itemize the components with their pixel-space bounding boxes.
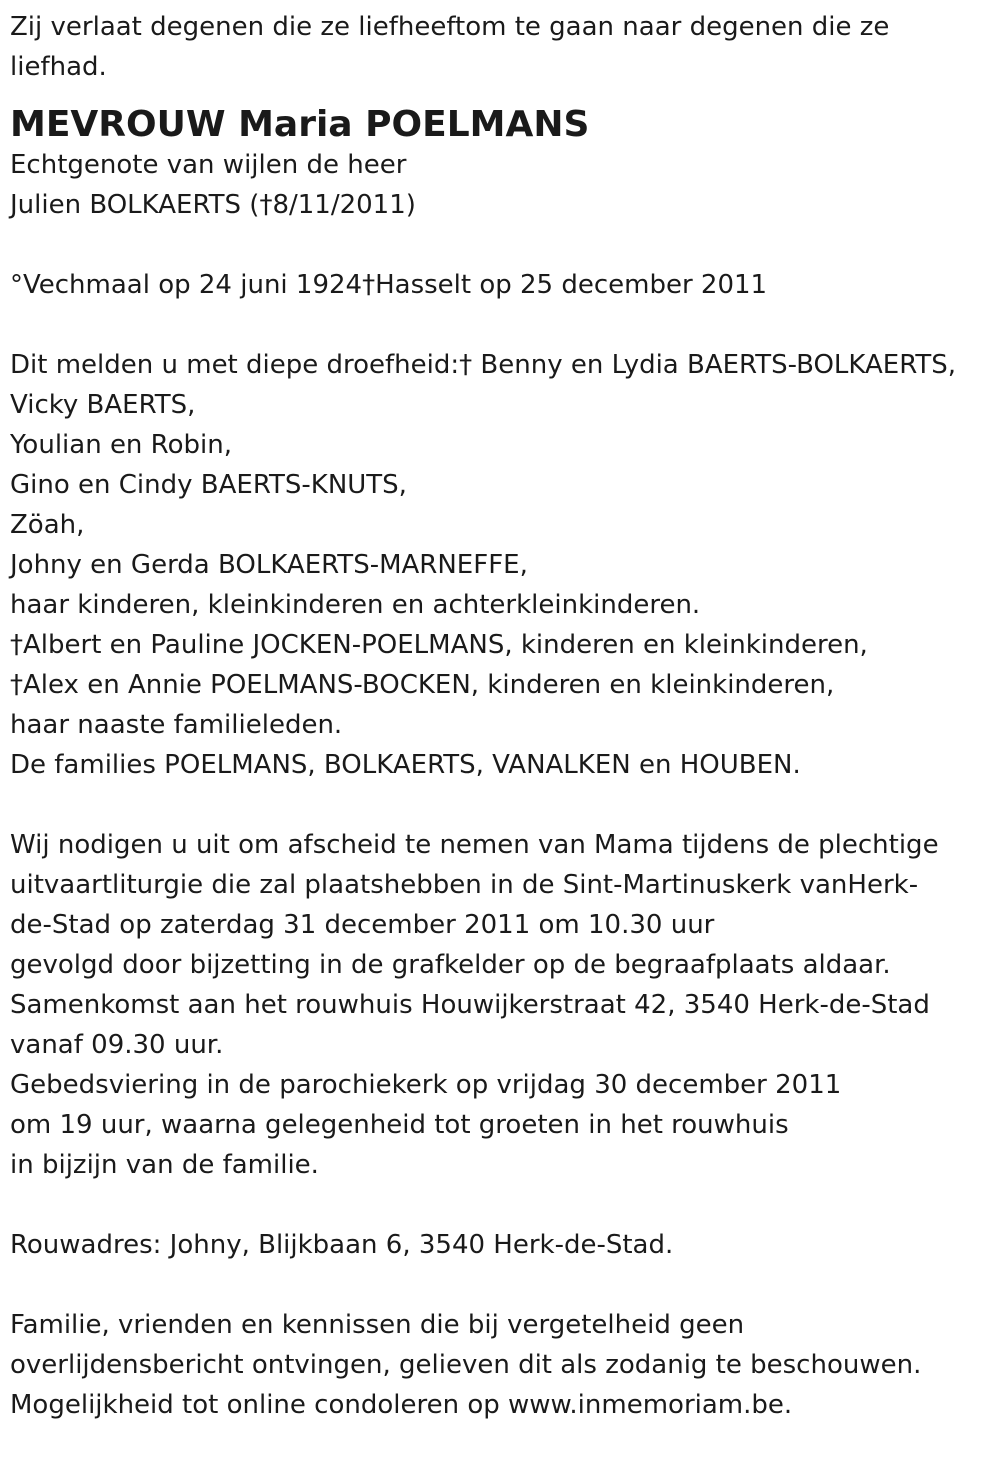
service-line: Wij nodigen u uit om afscheid te nemen van Mama tijdens de plechtige: [10, 830, 939, 860]
family-line: Johny en Gerda BOLKAERTS-MARNEFFE,: [10, 550, 528, 580]
spacer: [10, 225, 990, 265]
closing-line: Mogelijkheid tot online condoleren op www.inmemoriam.be.: [10, 1390, 793, 1420]
family-line: haar naaste familieleden.: [10, 710, 343, 740]
family-line: †Alex en Annie POELMANS-BOCKEN, kinderen en kleinkinderen,: [10, 670, 835, 700]
service-line: om 19 uur, waarna gelegenheid tot groeten in het rouwhuis: [10, 1110, 789, 1140]
family-line: Youlian en Robin,: [10, 430, 232, 460]
family-line: Dit melden u met diepe droefheid:† Benny en Lydia BAERTS-BOLKAERTS,: [10, 350, 957, 380]
deceased-name: MEVROUW Maria POELMANS: [10, 104, 590, 145]
birth-death-dates: °Vechmaal op 24 juni 1924†Hasselt op 25 december 2011: [10, 270, 768, 300]
service-line: Samenkomst aan het rouwhuis Houwijkerstraat 42, 3540 Herk-de-Stad: [10, 990, 930, 1020]
spacer: [10, 785, 990, 825]
quote-line-1: Zij verlaat degenen die ze liefheeftom te gaan naar degenen die ze: [10, 12, 890, 42]
obituary-notice: [10, 7, 990, 1425]
family-line: haar kinderen, kleinkinderen en achterkleinkinderen.: [10, 590, 701, 620]
service-line: gevolgd door bijzetting in de grafkelder op de begraafplaats aldaar.: [10, 950, 891, 980]
service-line: uitvaartliturgie die zal plaatshebben in de Sint-Martinuskerk vanHerk-: [10, 870, 919, 900]
spacer: [10, 1185, 990, 1225]
service-line: Gebedsviering in de parochiekerk op vrijdag 30 december 2011: [10, 1070, 842, 1100]
closing-line: Familie, vrienden en kennissen die bij vergetelheid geen: [10, 1310, 745, 1340]
mourning-address: Rouwadres: Johny, Blijkbaan 6, 3540 Herk-de-Stad.: [10, 1230, 674, 1260]
closing-line: overlijdensbericht ontvingen, gelieven dit als zodanig te beschouwen.: [10, 1350, 922, 1380]
service-line: de-Stad op zaterdag 31 december 2011 om 10.30 uur: [10, 910, 715, 940]
service-line: vanaf 09.30 uur.: [10, 1030, 224, 1060]
spacer: [10, 305, 990, 345]
family-line: De families POELMANS, BOLKAERTS, VANALKEN en HOUBEN.: [10, 750, 801, 780]
spouse-line-2: Julien BOLKAERTS (†8/11/2011): [10, 190, 416, 220]
spouse-line-1: Echtgenote van wijlen de heer: [10, 150, 407, 180]
family-line: Zöah,: [10, 510, 85, 540]
spacer: [10, 1265, 990, 1305]
family-line: †Albert en Pauline JOCKEN-POELMANS, kinderen en kleinkinderen,: [10, 630, 868, 660]
family-line: Gino en Cindy BAERTS-KNUTS,: [10, 470, 407, 500]
family-line: Vicky BAERTS,: [10, 390, 196, 420]
service-line: in bijzijn van de familie.: [10, 1150, 319, 1180]
quote-line-2: liefhad.: [10, 52, 107, 82]
